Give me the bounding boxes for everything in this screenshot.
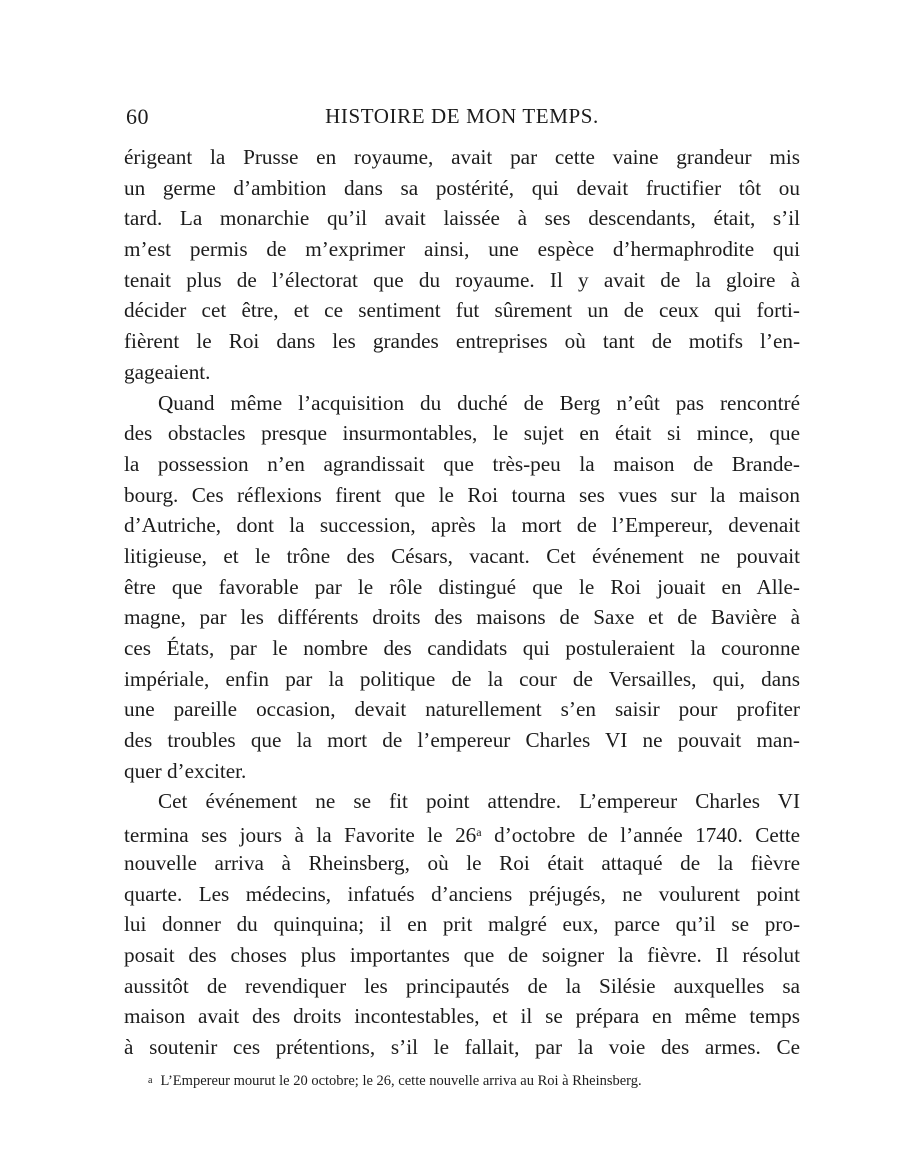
text-line: la possession n’en agrandissait que très-peu la maison de Brande- [124,451,800,476]
text-line: m’est permis de m’exprimer ainsi, une espèce d’hermaphrodite qui [124,237,800,262]
body-text [124,142,800,1063]
text-line: litigieuse, et le trône des Césars, vacant. Cet événement ne pouvait [124,543,800,568]
text-line: un germe d’ambition dans sa postérité, qui devait fructifier tôt ou [124,175,800,200]
footnote-ref: a [476,825,482,840]
text-line: fièrent le Roi dans les grandes entreprises où tant de motifs l’en- [124,329,800,354]
text-line: quer d’exciter. [124,758,247,783]
running-head [124,104,800,134]
text-line: bourg. Ces réflexions firent que le Roi tourna ses vues sur la maison [124,482,800,507]
footnote-marker: a [148,1075,153,1086]
text-line: être que favorable par le rôle distingué que le Roi jouait en Alle- [124,574,800,599]
text-segment: termina ses jours à la Favorite le 26 [124,823,477,848]
text-line: Cet événement ne se fit point attendre. L’empereur Charles VI [158,789,800,814]
text-line: une pareille occasion, devait naturellement s’en saisir pour profiter [124,697,800,722]
text-line: quarte. Les médecins, infatués d’anciens préjugés, ne voulurent point [124,881,800,906]
text-line: à soutenir ces prétentions, s’il le fallait, par la voie des armes. Ce [124,1034,800,1059]
text-line: magne, par les différents droits des maisons de Saxe et de Bavière à [124,605,800,630]
text-line-with-footnote-ref [124,817,800,848]
text-line: tard. La monarchie qu’il avait laissée à ses descendants, était, s’il [124,206,800,231]
text-line: aussitôt de revendiquer les principautés de la Silésie auxquelles sa [124,973,800,998]
text-line: érigeant la Prusse en royaume, avait par cette vaine grandeur mis [124,145,800,169]
text-line: lui donner du quinquina; il en prit malgré eux, parce qu’il se pro- [124,912,800,937]
text-line: nouvelle arriva à Rheinsberg, où le Roi était attaqué de la fièvre [124,850,800,875]
text-line: des obstacles presque insurmontables, le sujet en était si mince, que [124,421,800,446]
paragraph-3 [124,786,800,1062]
text-line: des troubles que la mort de l’empereur Charles VI ne pouvait man- [124,728,800,753]
text-line: décider cet être, et ce sentiment fut sûrement un de ceux qui forti- [124,298,800,323]
text-line: d’Autriche, dont la succession, après la mort de l’Empereur, devenait [124,513,800,538]
footnote [148,1071,788,1091]
running-title: HISTOIRE DE MON TEMPS. [325,104,599,128]
paragraph-2 [124,388,800,787]
text-line: Quand même l’acquisition du duché de Berg n’eût pas rencontré [158,390,800,415]
footnote-text: L’Empereur mourut le 20 octobre; le 26, cette nouvelle arriva au Roi à Rheinsberg. [160,1073,642,1089]
text-line: impériale, enfin par la politique de la cour de Versailles, qui, dans [124,666,800,691]
text-line: maison avait des droits incontestables, et il se prépara en même temps [124,1004,800,1029]
text-line: tenait plus de l’électorat que du royaume. Il y avait de la gloire à [124,267,800,292]
page-number: 60 [126,104,149,129]
text-segment: d’octobre de l’année 1740. Cette [494,823,800,848]
text-line: gageaient. [124,359,211,384]
text-line: posait des choses plus importantes que de soigner la fièvre. Il résolut [124,942,800,967]
text-line: ces États, par le nombre des candidats qui postuleraient la couronne [124,636,800,660]
paragraph-1 [124,142,800,388]
